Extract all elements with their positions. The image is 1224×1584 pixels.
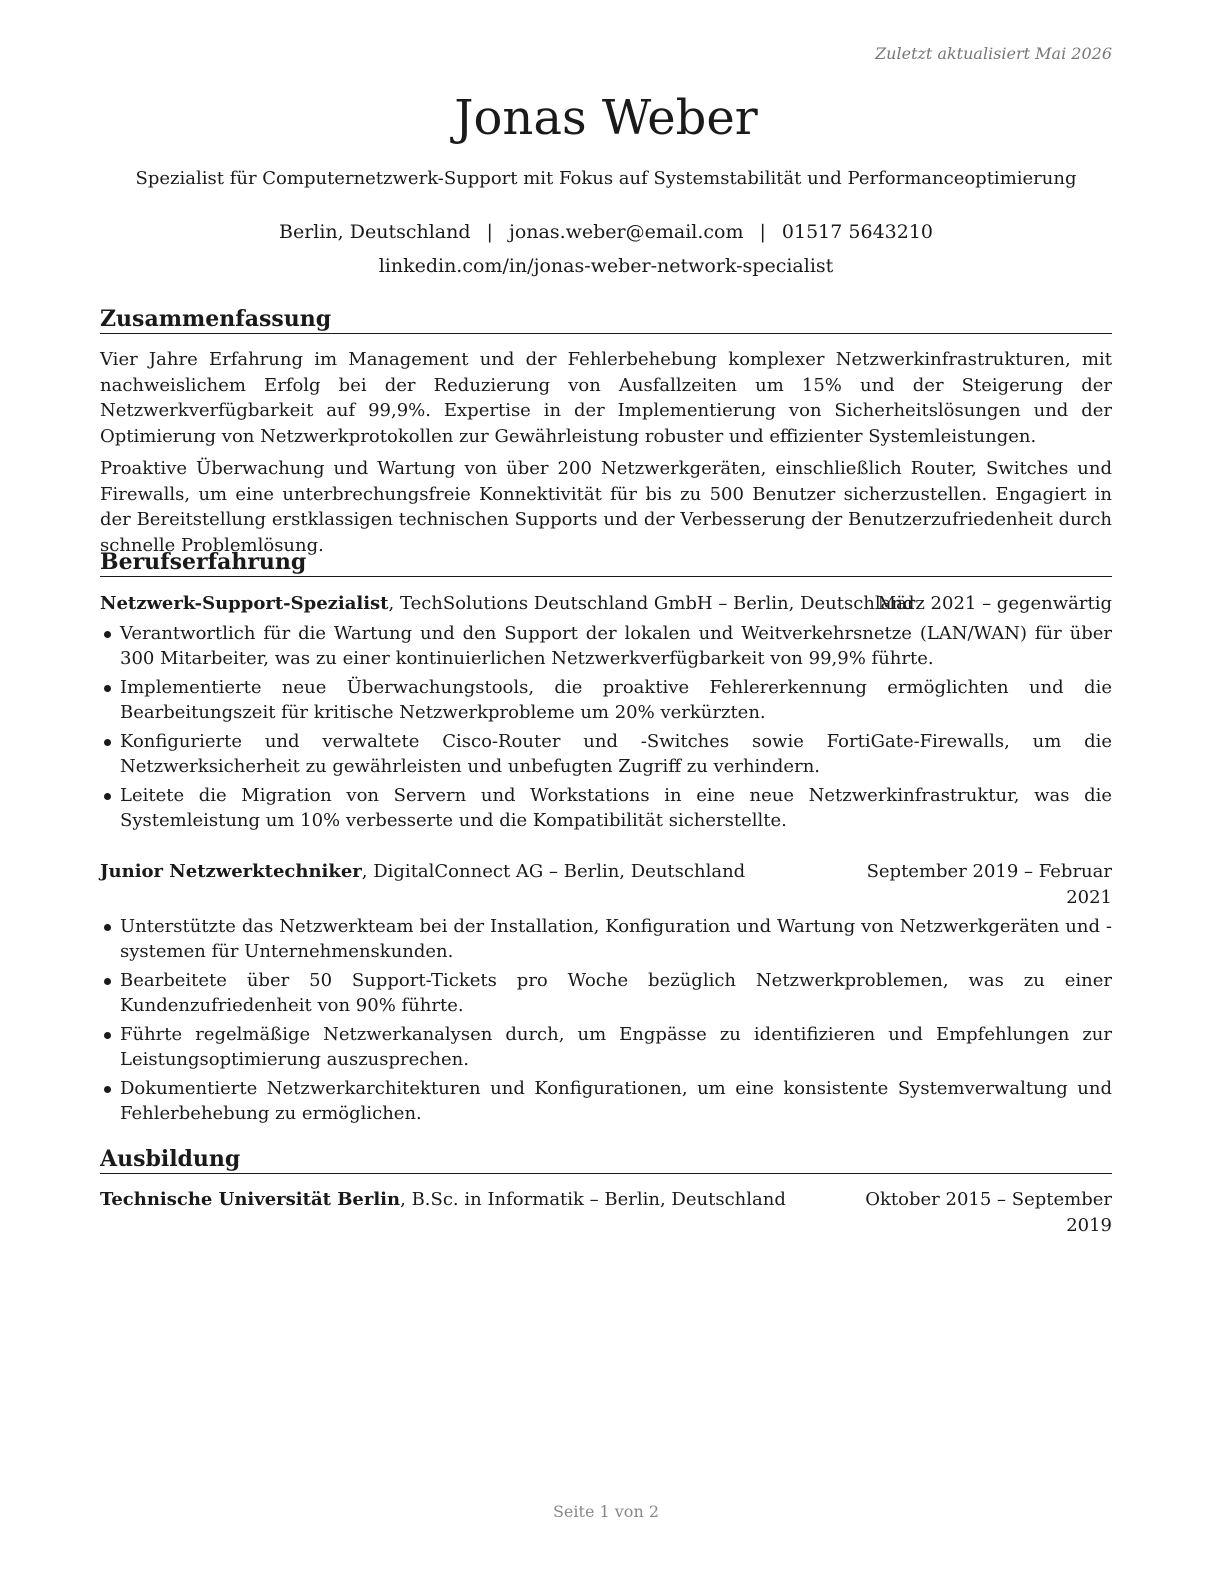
job-role: Netzwerk-Support-Spezialist — [100, 593, 389, 614]
section-title-education: Ausbildung — [100, 1145, 1112, 1174]
section-title-experience: Berufserfahrung — [100, 548, 1112, 577]
job-title-line — [100, 591, 915, 617]
list-item: Unterstützte das Netzwerkteam bei der Installation, Konfiguration und Wartung von Netzwerkgeräten und -systemen für Unternehmenskunden. — [100, 914, 1112, 964]
list-item: Verantwortlich für die Wartung und den Support der lokalen und Weitverkehrsnetze (LAN/WAN) für über 300 Mitarbeiter, was zu einer kontinuierlichen Netzwerkverfügbarkeit von 99,9% führte. — [100, 621, 1112, 671]
list-item: Leitete die Migration von Servern und Workstations in eine neue Netzwerkinfrastruktur, was die Systemleistung um 10% verbesserte und die Kompatibilität sicherstellte. — [100, 783, 1112, 833]
education-dates: Oktober 2015 – September 2019 — [865, 1189, 1112, 1236]
tagline: Spezialist für Computernetzwerk-Support mit Fokus auf Systemstabilität und Performanceoptimierung — [135, 168, 1077, 189]
page-number: Seite 1 von 2 — [552, 1502, 660, 1521]
linkedin-link[interactable]: linkedin.com/in/jonas-weber-network-specialist — [378, 255, 834, 277]
last-updated: Zuletzt aktualisiert Mai 2026 — [875, 44, 1112, 63]
job-title-line — [100, 859, 745, 885]
job-role: Junior Netzwerktechniker — [100, 861, 362, 882]
job-header — [100, 591, 1112, 617]
list-item: Implementierte neue Überwachungstools, die proaktive Fehlererkennung ermöglichten und die Bearbeitungszeit für kritische Netzwerkprobleme um 20% verkürzten. — [100, 675, 1112, 725]
education-entry — [100, 1187, 1112, 1239]
contact-separator: | — [759, 221, 766, 243]
job-header — [100, 859, 1112, 911]
job-company: , DigitalConnect AG – Berlin, Deutschland — [361, 861, 746, 882]
contact-separator: | — [486, 221, 493, 243]
resume-page — [100, 0, 1112, 1584]
list-item: Bearbeitete über 50 Support-Tickets pro Woche bezüglich Netzwerkproblemen, was zu einer Kundenzufriedenheit von 90% führte. — [100, 968, 1112, 1018]
education-title-line — [100, 1187, 786, 1213]
person-name: Jonas Weber — [454, 90, 758, 146]
education-degree: , B.Sc. in Informatik – Berlin, Deutschland — [400, 1189, 786, 1210]
list-item: Konfigurierte und verwaltete Cisco-Router und -Switches sowie FortiGate-Firewalls, um die Netzwerksicherheit zu gewährleisten und unbefugten Zugriff zu verhindern. — [100, 729, 1112, 779]
education-school: Technische Universität Berlin — [100, 1189, 401, 1210]
job-dates: März 2021 – gegenwärtig — [877, 593, 1112, 614]
job-bullets — [100, 621, 1112, 837]
job-company: , TechSolutions Deutschland GmbH – Berlin, Deutschland — [388, 593, 915, 614]
contact-email[interactable]: jonas.weber@email.com — [508, 221, 744, 243]
contact-location: Berlin, Deutschland — [278, 221, 471, 243]
contact-phone: 01517 5643210 — [781, 221, 934, 243]
contact-line — [100, 218, 1112, 246]
summary-paragraph-2: Proaktive Überwachung und Wartung von über 200 Netzwerkgeräten, einschließlich Router, Switches und Firewalls, um eine unterbrechungsfreie Konnektivität für bis zu 500 Benutzer sicherzustellen. Engagiert in der Bereitstellung erstklassigen technischen Supports und der Verbesserung der Benutzerzufriedenheit durch schnelle Problemlösung. — [100, 458, 1112, 556]
section-title-summary: Zusammenfassung — [100, 305, 1112, 334]
list-item: Führte regelmäßige Netzwerkanalysen durch, um Engpässe zu identifizieren und Empfehlungen zur Leistungsoptimierung auszusprechen. — [100, 1022, 1112, 1072]
job-dates: September 2019 – Februar 2021 — [866, 861, 1112, 908]
summary-paragraph-1: Vier Jahre Erfahrung im Management und der Fehlerbehebung komplexer Netzwerkinfrastrukturen, mit nachweislichem Erfolg bei der Reduzierung von Ausfallzeiten um 15% und der Steigerung der Netzwerkverfügbarkeit auf 99,9%. Expertise in der Implementierung von Sicherheitslösungen und der Optimierung von Netzwerkprotokollen zur Gewährleistung robuster und effizienter Systemleistungen. — [100, 349, 1112, 447]
job-bullets — [100, 914, 1112, 1130]
list-item: Dokumentierte Netzwerkarchitekturen und Konfigurationen, um eine konsistente Systemverwaltung und Fehlerbehebung zu ermöglichen. — [100, 1076, 1112, 1126]
